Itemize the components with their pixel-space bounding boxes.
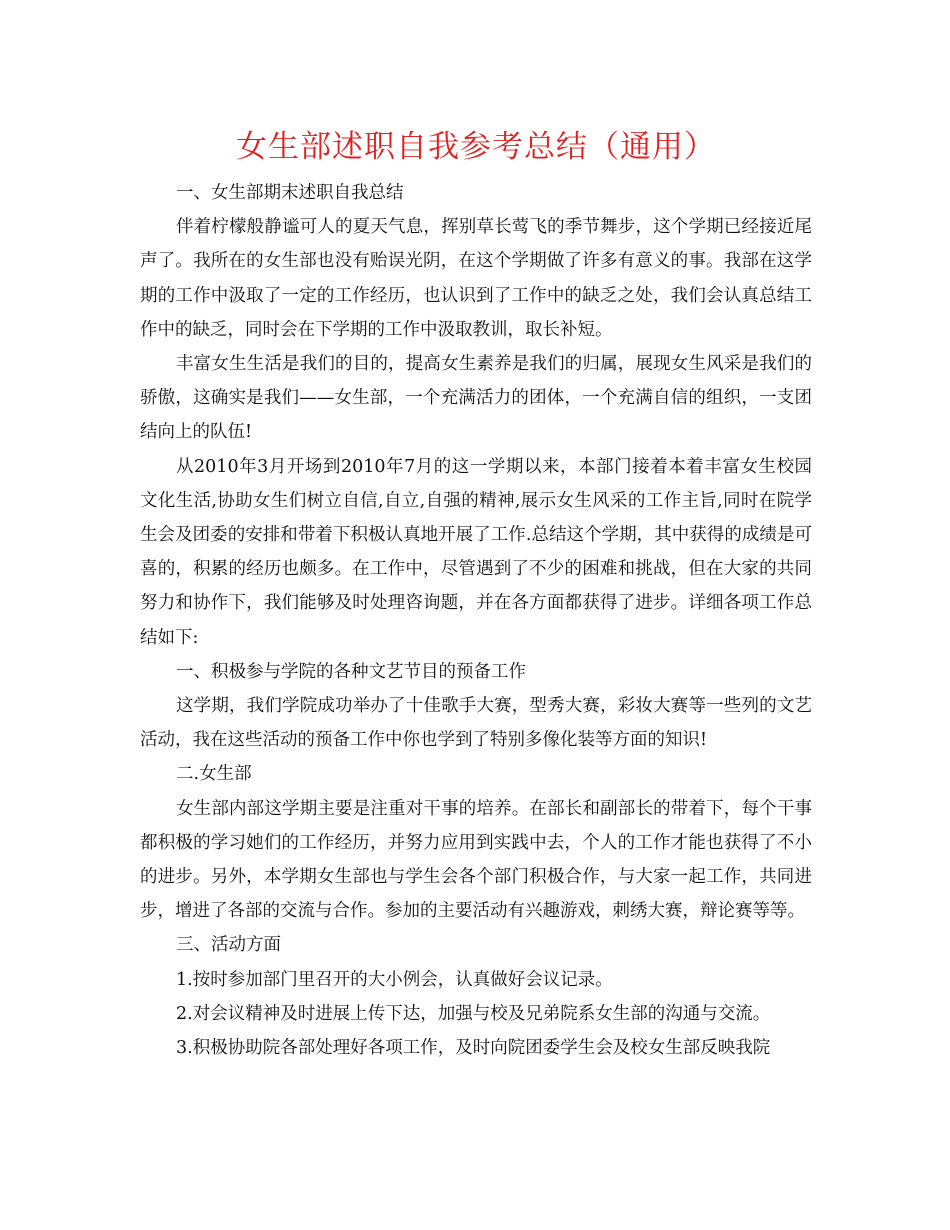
paragraph-goals: 丰富女生生活是我们的目的，提高女生素养是我们的归属，展现女生风采是我们的骄傲，这确实是我们——女生部，一个充满活力的团体，一个充满自信的组织，一支团结向上的队伍! [140,354,812,443]
paragraph-intro: 伴着柠檬般静谧可人的夏天气息，挥别草长莺飞的季节舞步，这个学期已经接近尾声了。我所在的女生部也没有贻误光阴，在这个学期做了许多有意义的事。我部在这学期的工作中汲取了一定的工作经历，也认识到了工作中的缺乏之处，我们会认真总结工作中的缺乏，同时会在下学期的工作中汲取教训，取长补短。 [140,217,812,340]
paragraph-department: 女生部内部这学期主要是注重对干事的培养。在部长和副部长的带着下，每个干事都积极的学习她们的工作经历，并努力应用到实践中去，个人的工作才能也获得了不小的进步。另外，本学期女生部也与学生会各个部门积极合作，与大家一起工作，共同进步，增进了各部的交流与合作。参加的主要活动有兴趣游戏，刺绣大赛，辩论赛等等。 [140,798,812,922]
section-heading-arts: 一、积极参与学院的各种文艺节目的预备工作 [176,661,526,682]
document-title: 女生部述职自我参考总结（通用） [236,129,716,165]
list-item-1: 1.按时参加部门里召开的大小例会，认真做好会议记录。 [176,969,613,990]
section-heading-department: 二.女生部 [176,764,252,785]
paragraph-overview: 从2010年3月开场到2010年7月的这一学期以来，本部门接着本着丰富女生校园文化生活,协助女生们树立自信,自立,自强的精神,展示女生风采的工作主旨,同时在院学生会及团委的安排和带着下积极认真地开展了工作.总结这个学期，其中获得的成绩是可喜的，积累的经历也颇多。在工作中，尽管遇到了不少的困难和挑战，但在大家的共同努力和协作下，我们能够及时处理咨询题，并在各方面都获得了进步。详细各项工作总结如下: [140,456,812,648]
list-item-3: 3.积极协助院各部处理好各项工作，及时向院团委学生会及校女生部反映我院 [176,1038,771,1059]
section-heading-activities: 三、活动方面 [176,935,281,956]
section-heading-1: 一、女生部期末述职自我总结 [176,183,404,203]
document-page [140,122,812,1065]
paragraph-arts: 这学期，我们学院成功举办了十佳歌手大赛，型秀大赛，彩妆大赛等一些列的文艺活动，我在这些活动的预备工作中你也学到了特别多像化装等方面的知识! [140,696,812,751]
list-item-2: 2.对会议精神及时进展上传下达，加强与校及兄弟院系女生部的沟通与交流。 [176,1003,771,1024]
